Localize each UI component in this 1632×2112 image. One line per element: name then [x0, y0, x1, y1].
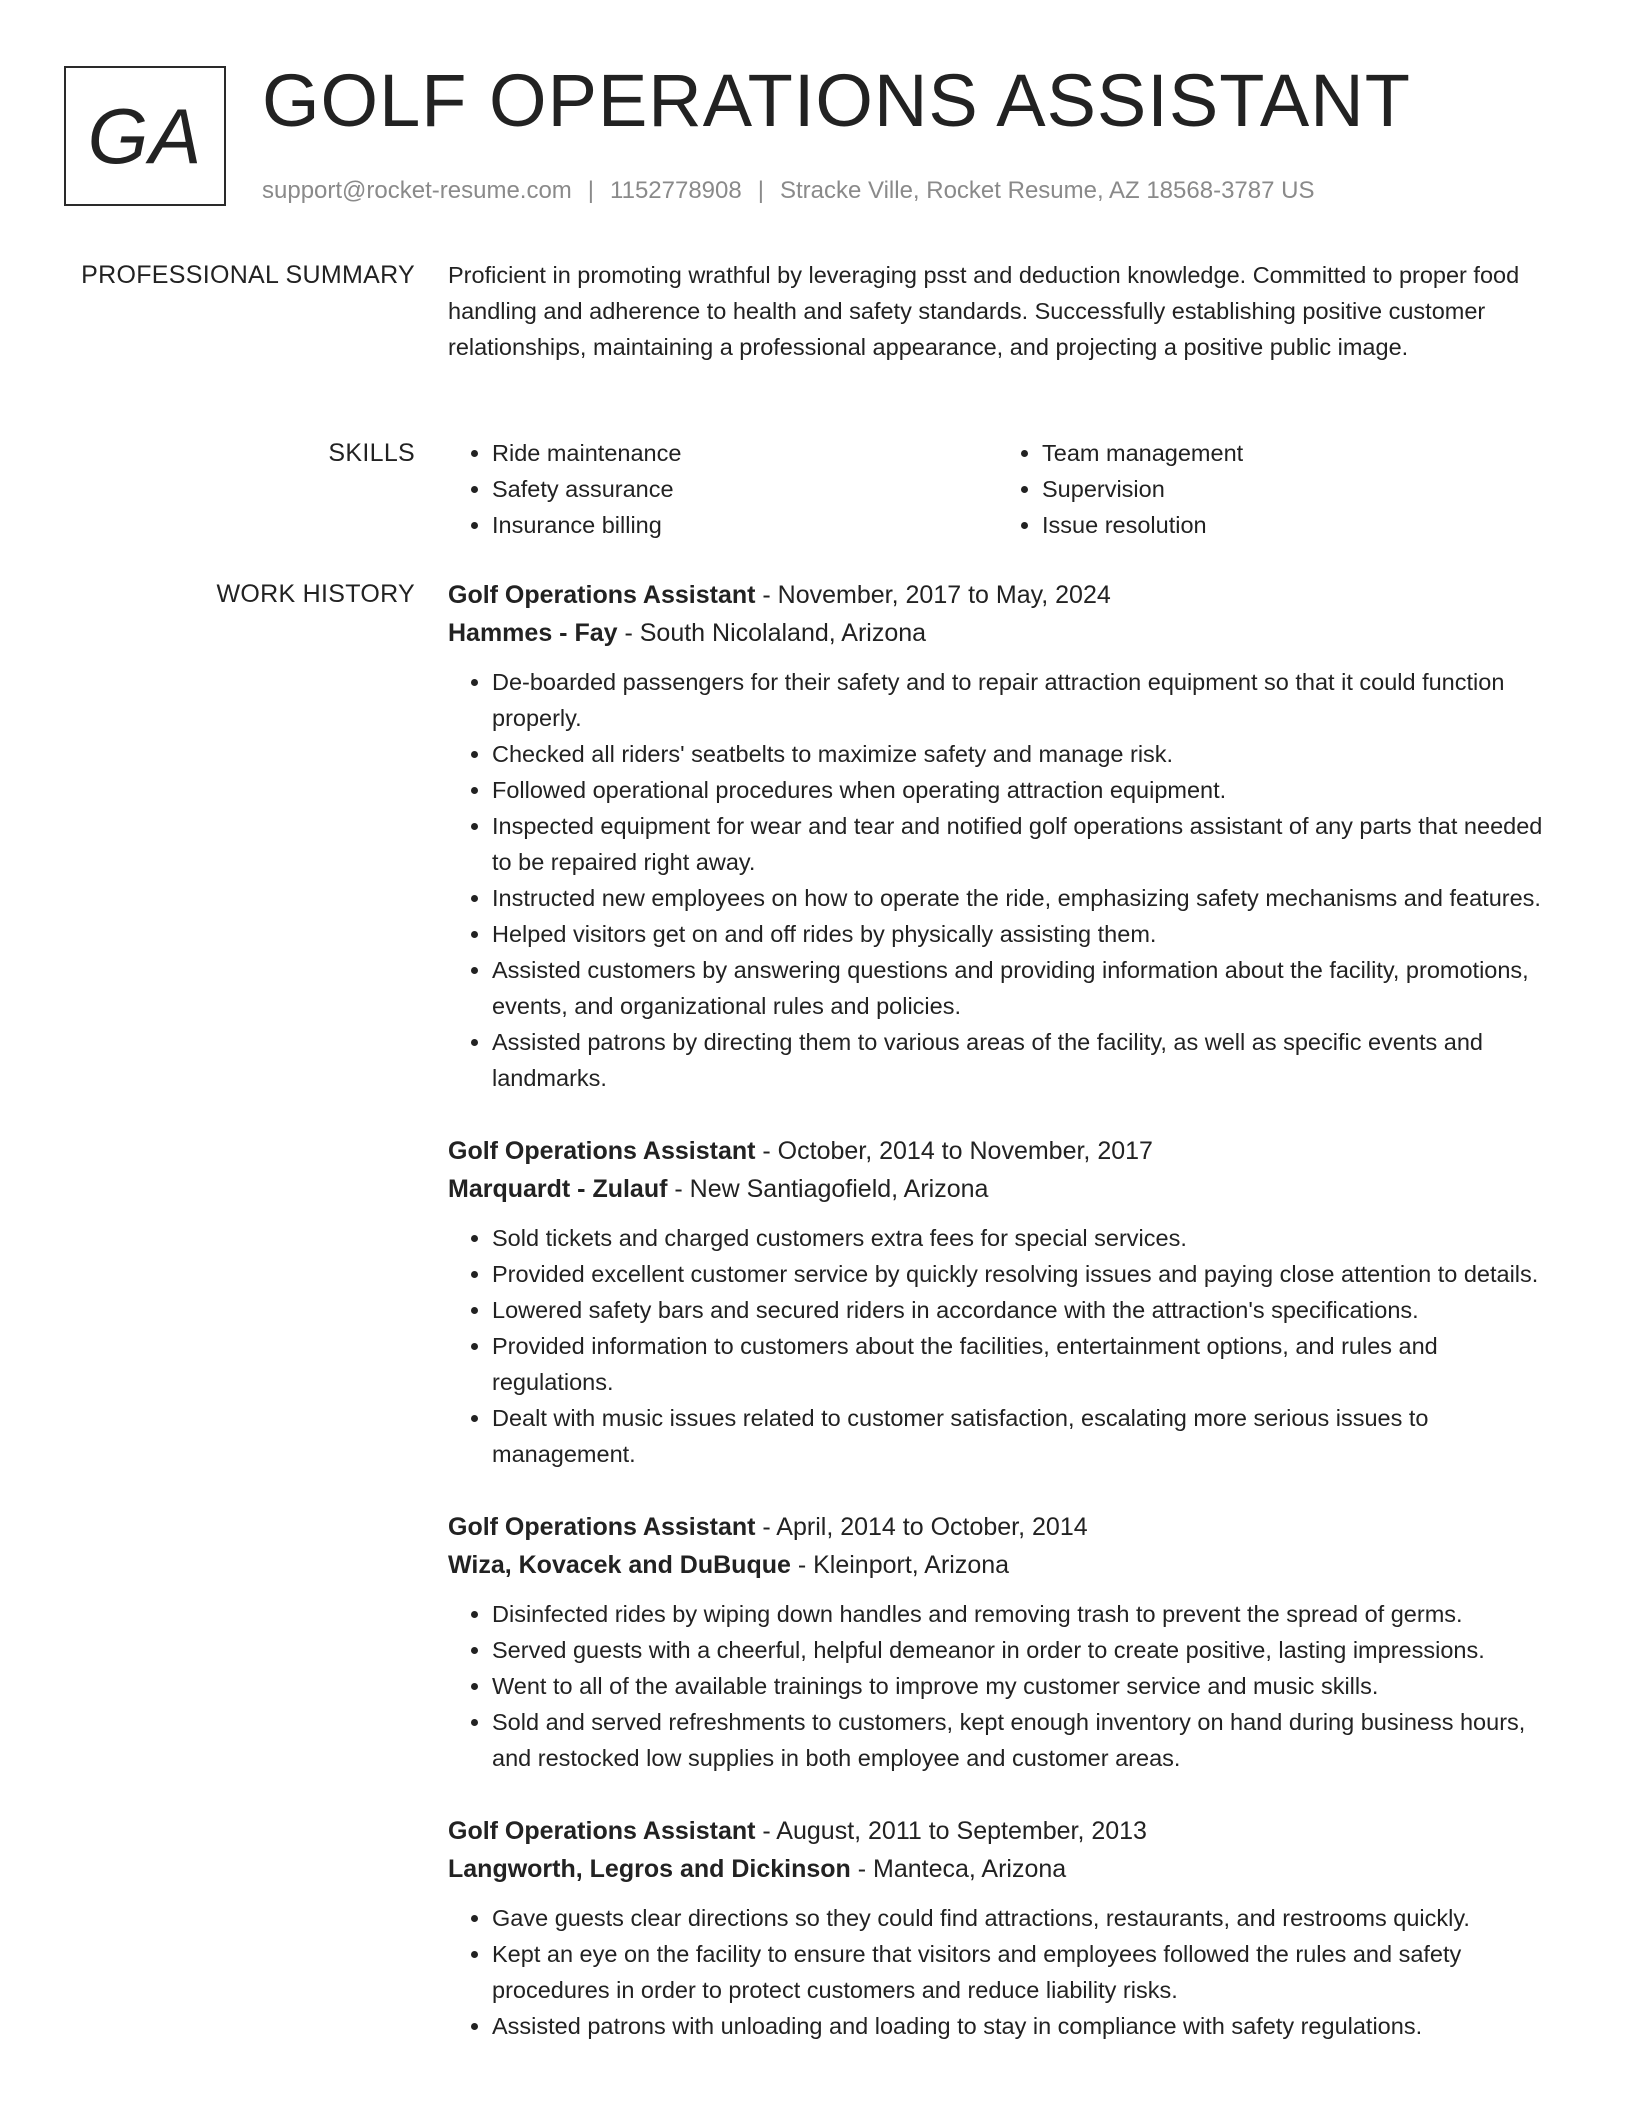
job-bullet: • Assisted patrons with unloading and loading to stay in compliance with safety regulations. [492, 2008, 1556, 2044]
job-company-line [448, 1546, 1556, 1584]
job-bullets [448, 1596, 1556, 1776]
job-title-line [448, 576, 1556, 614]
skill-item: • Team management [1042, 435, 1548, 471]
job-bullet: • Dealt with music issues related to customer satisfaction, escalating more serious issues to management. [492, 1400, 1556, 1472]
job-entry [448, 1508, 1556, 1776]
job-dates: - April, 2014 to October, 2014 [755, 1513, 1088, 1541]
job-bullet: • Provided information to customers about the facilities, entertainment options, and rules and regulations. [492, 1328, 1556, 1400]
contact-phone: 1152778908 [610, 177, 742, 204]
skills-heading: SKILLS [328, 439, 415, 467]
skill-item: • Issue resolution [1042, 507, 1548, 543]
job-bullet: • Lowered safety bars and secured riders in accordance with the attraction's specifications. [492, 1292, 1556, 1328]
job-title-line [448, 1132, 1556, 1170]
job-bullet: • Gave guests clear directions so they could find attractions, restaurants, and restrooms quickly. [492, 1900, 1556, 1936]
skill-item: • Ride maintenance [492, 435, 998, 471]
job-bullet: • Went to all of the available trainings to improve my customer service and music skills. [492, 1668, 1556, 1704]
job-bullet: • Checked all riders' seatbelts to maximize safety and manage risk. [492, 736, 1556, 772]
job-bullet: • Sold and served refreshments to customers, kept enough inventory on hand during business hours, and restocked low supplies in both employee and customer areas. [492, 1704, 1556, 1776]
job-bullet: • Inspected equipment for wear and tear and notified golf operations assistant of any parts that needed to be repaired right away. [492, 808, 1556, 880]
job-bullet: • Followed operational procedures when operating attraction equipment. [492, 772, 1556, 808]
job-company: Langworth, Legros and Dickinson [448, 1855, 851, 1883]
job-company-line [448, 1850, 1556, 1888]
contact-separator: | [757, 177, 764, 204]
job-entry [448, 576, 1556, 1096]
job-location: - New Santiagofield, Arizona [667, 1175, 989, 1203]
job-bullet: • Sold tickets and charged customers extra fees for special services. [492, 1220, 1556, 1256]
summary-text: Proficient in promoting wrathful by leveraging psst and deduction knowledge. Committed to proper food handling and adherence to health and safety standards. Successfully establishing positive customer relationships, maintaining a professional appearance, and projecting a positive public image. [448, 262, 1520, 360]
job-bullet: • Assisted patrons by directing them to various areas of the facility, as well as specific events and landmarks. [492, 1024, 1556, 1096]
skill-item: • Supervision [1042, 471, 1548, 507]
skill-item: • Safety assurance [492, 471, 998, 507]
job-dates: - October, 2014 to November, 2017 [755, 1137, 1153, 1165]
job-dates: - August, 2011 to September, 2013 [755, 1817, 1147, 1845]
contact-email: support@rocket-resume.com [262, 177, 572, 204]
job-bullet: • Served guests with a cheerful, helpful demeanor in order to create positive, lasting impressions. [492, 1632, 1556, 1668]
skills-list-left [448, 435, 998, 543]
job-entry [448, 1132, 1556, 1472]
job-bullet: • Instructed new employees on how to operate the ride, emphasizing safety mechanisms and features. [492, 880, 1556, 916]
job-entry [448, 1812, 1556, 2044]
job-title-line [448, 1508, 1556, 1546]
skill-item: • Insurance billing [492, 507, 998, 543]
contact-address: Stracke Ville, Rocket Resume, AZ 18568-3787 US [779, 177, 1315, 204]
job-role: Golf Operations Assistant [448, 1137, 756, 1165]
job-bullet: • Kept an eye on the facility to ensure that visitors and employees followed the rules and safety procedures in order to protect customers and reduce liability risks. [492, 1936, 1556, 2008]
monogram-badge: GA [64, 66, 226, 206]
summary-body [448, 257, 1556, 365]
skills-body [448, 435, 1556, 543]
job-bullet: • De-boarded passengers for their safety and to repair attraction equipment so that it could function properly. [492, 664, 1556, 736]
job-bullet: • Provided excellent customer service by quickly resolving issues and paying close attention to details. [492, 1256, 1556, 1292]
contact-line [262, 174, 1314, 208]
job-bullet: • Disinfected rides by wiping down handles and removing trash to prevent the spread of germs. [492, 1596, 1556, 1632]
job-company: Marquardt - Zulauf [448, 1175, 668, 1203]
job-company: Wiza, Kovacek and DuBuque [448, 1551, 791, 1579]
job-company-line [448, 1170, 1556, 1208]
job-bullet: • Assisted customers by answering questions and providing information about the facility, promotions, events, and organizational rules and policies. [492, 952, 1556, 1024]
job-role: Golf Operations Assistant [448, 581, 756, 609]
skills-list-right [998, 435, 1548, 543]
job-company: Hammes - Fay [448, 619, 618, 647]
resume-name: GOLF OPERATIONS ASSISTANT [262, 59, 1411, 142]
job-title-line [448, 1812, 1556, 1850]
job-dates: - November, 2017 to May, 2024 [755, 581, 1111, 609]
job-role: Golf Operations Assistant [448, 1817, 756, 1845]
job-location: - Kleinport, Arizona [790, 1551, 1010, 1579]
work-history-heading: WORK HISTORY [216, 580, 415, 608]
skills-grid [448, 435, 1556, 543]
summary-heading: PROFESSIONAL SUMMARY [81, 261, 415, 289]
work-history-body [448, 576, 1556, 2080]
job-location: - South Nicolaland, Arizona [617, 619, 927, 647]
job-role: Golf Operations Assistant [448, 1513, 756, 1541]
job-bullet: • Helped visitors get on and off rides by physically assisting them. [492, 916, 1556, 952]
job-company-line [448, 614, 1556, 652]
job-bullets [448, 1220, 1556, 1472]
job-bullets [448, 664, 1556, 1096]
job-location: - Manteca, Arizona [850, 1855, 1067, 1883]
job-bullets [448, 1900, 1556, 2044]
contact-separator: | [587, 177, 595, 204]
